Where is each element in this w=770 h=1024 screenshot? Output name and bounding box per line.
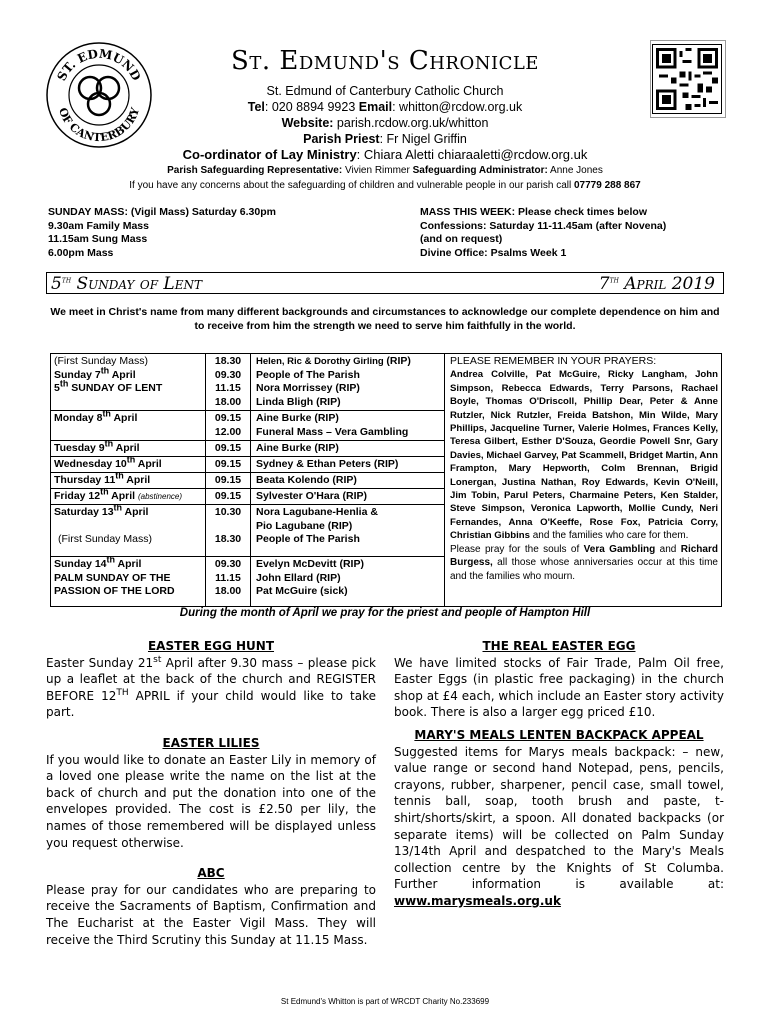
liturgical-date-bar bbox=[46, 272, 724, 294]
concerns-line bbox=[0, 179, 770, 192]
day-label: Sunday 7th April bbox=[54, 365, 136, 381]
mass-week-line: MASS THIS WEEK: Please check times below bbox=[420, 206, 647, 218]
website-label: Website: bbox=[281, 116, 334, 130]
email-label: Email bbox=[358, 100, 393, 114]
deceased-name: Richard Burgess, bbox=[450, 543, 718, 569]
intro-statement: We meet in Christ's name from many different backgrounds and circumstances to acknowledge our complete dependence on him and to receive from him the strength we need to serve him faithfully in the world. bbox=[50, 306, 720, 332]
prayer-names-paragraph bbox=[450, 368, 718, 542]
mass-intention: Helen, Ric & Dorothy Girling (RIP) bbox=[256, 355, 411, 367]
mass-time: 09.30 bbox=[214, 368, 242, 381]
lilies-text: If you would like to donate an Easter Lily in memory of a loved one please write the name on the list at the back of church and put the donation into one of the envelopes provided. The cost is £2.50 per lily, the names of those remembered will be displayed unless you request otherwise. bbox=[46, 752, 376, 850]
safeguard-rep-label: Parish Safeguarding Representative: bbox=[167, 165, 343, 176]
safeguard-admin-label: Safeguarding Administrator: bbox=[412, 165, 548, 176]
prayer-names-tail: and the families who care for them. bbox=[529, 530, 689, 542]
mass-intention: People of The Parish bbox=[256, 368, 360, 381]
website-link[interactable]: parish.rcdow.org.uk/whitton bbox=[333, 116, 489, 130]
tel-value: : 020 8894 9923 bbox=[264, 100, 359, 114]
mass-time: 09.15 bbox=[205, 457, 251, 472]
mass-intention: Nora Morrissey (RIP) bbox=[256, 382, 360, 394]
footer-charity: St Edmund's Whitton is part of WRCDT Charity No.233699 bbox=[280, 997, 490, 1006]
mass-time: 09.15 bbox=[205, 441, 251, 456]
mass-schedule bbox=[51, 354, 445, 606]
day-label: Friday 12th April (abstinence) bbox=[54, 486, 183, 502]
email-value[interactable]: : whitton@rcdow.org.uk bbox=[392, 100, 523, 114]
real-egg-text: We have limited stocks of Fair Trade, Palm Oil free, Easter Eggs (in plastic free packaging) in the church shop at £4 each, which include an Easter story activity book. There is also a larger egg priced £10. bbox=[394, 655, 724, 720]
sunday-mass-line: SUNDAY MASS: (Vigil Mass) Saturday 6.30pm bbox=[48, 206, 276, 218]
mass-intention: Sylvester O'Hara (RIP) bbox=[256, 490, 368, 502]
mass-intention: Nora Lagubane-Henlia & bbox=[256, 506, 378, 518]
left-column bbox=[46, 638, 376, 948]
mass-time: 09.15 bbox=[205, 489, 251, 504]
newsletter-title: St. Edmund's Chronicle bbox=[231, 46, 539, 76]
mass-time: 11.15 bbox=[215, 571, 241, 584]
day-label: Wednesday 10th April bbox=[54, 454, 162, 470]
coordinator-label: Co-ordinator of Lay Ministry bbox=[182, 147, 357, 162]
mass-intention: John Ellard (RIP) bbox=[256, 571, 341, 584]
day-note: (First Sunday Mass) bbox=[58, 533, 152, 545]
abstinence-note: (abstinence) bbox=[137, 492, 183, 501]
sunday-mass-line: 6.00pm Mass bbox=[48, 246, 114, 259]
contact-line bbox=[0, 99, 770, 115]
tel-label: Tel bbox=[247, 100, 265, 114]
coordinator-value: : Chiara Aletti chiaraaletti@rcdow.org.uk bbox=[356, 147, 588, 162]
lilies-heading: EASTER LILIES bbox=[162, 735, 260, 750]
mass-intention: Aine Burke (RIP) bbox=[256, 442, 339, 454]
table-row bbox=[51, 502, 445, 557]
mass-intention: Pat McGuire (sick) bbox=[256, 585, 348, 597]
table-row bbox=[51, 354, 445, 411]
table-row bbox=[51, 454, 445, 473]
mass-week-line: Confessions: Saturday 11-11.45am (after Novena) bbox=[420, 219, 667, 232]
mass-week-line: (and on request) bbox=[420, 233, 503, 245]
souls-paragraph: Please pray for the souls of Vera Gambling and Richard Burgess, all those whose anniversaries occur at this time and the families who mourn. bbox=[450, 543, 718, 582]
day-label: Thursday 11th April bbox=[54, 470, 151, 486]
table-row bbox=[51, 554, 445, 606]
coordinator-line bbox=[0, 147, 770, 163]
website-line bbox=[0, 115, 770, 131]
mass-week-line: Divine Office: Psalms Week 1 bbox=[420, 246, 567, 259]
mass-time: 09.15 bbox=[205, 473, 251, 488]
mass-time: 18.30 bbox=[214, 355, 242, 367]
prayer-names: Andrea Colville, Pat McGuire, Ricky Langham, John Simpson, Rebecca Edwards, Terry Parsons, Rachael Boyle, Thomas O'Driscoll, Phillip Dear, Peter & Anne Rutzler, Nick Rutzler, Freida Batshon, Min Wilde, Mary Phillips, Jacqueline Turner, Valerie Holmes, Frances Kelly, Teresa Gilbert, Esther D'Souza, Geordie Powell Snr, Gary Davies, Michael Garvey, Pat Scammell, Bridget Martin, Ann Frampton, Mary Hepworth, Colm Brennan, Brigid Lonergan, Justina Nathan, Roy Edwards, Kevin O'Neill, Jim Tobin, Parul Peters, Charmaine Peters, Ken Stalder, Steve Simpson, Veronica Lapworth, Mollie Cundy, Neri Fernandes, Anna O'Keeffe, Rose Fox, Patricia Corry, Christian Gibbins bbox=[450, 369, 718, 542]
prayer-heading: PLEASE REMEMBER IN YOUR PRAYERS: bbox=[450, 355, 657, 367]
marys-meals-heading: MARY'S MEALS LENTEN BACKPACK APPEAL bbox=[414, 727, 704, 742]
priest-line bbox=[0, 131, 770, 147]
concerns-phone: 07779 288 867 bbox=[574, 180, 641, 191]
marys-meals-text: Suggested items for Marys meals backpack: – new, value range or second hand Notepad, pens, pencils, crayons, rubber, sharpener, pencil case, small towel, tennis ball, soap, tooth brush and paste, t-shirt/shorts/skirt, a spoon. All donated backpacks (or separate items) will be collected on Palm Sunday 13/14th April and despatched to the Mary's Meals collection centre by the Knights of St Columba. Further information is available at: www.marysmeals.org.uk bbox=[394, 744, 724, 908]
day-label: PASSION OF THE LORD bbox=[54, 585, 175, 597]
mass-intention: Funeral Mass – Vera Gambling bbox=[256, 425, 409, 438]
table-row bbox=[51, 486, 445, 505]
mass-time: 10.30 bbox=[214, 506, 242, 518]
mass-time: 18.00 bbox=[214, 395, 242, 408]
mass-intention: Aine Burke (RIP) bbox=[256, 412, 339, 424]
mass-intention: Sydney & Ethan Peters (RIP) bbox=[256, 458, 399, 470]
mass-intention: Evelyn McDevitt (RIP) bbox=[256, 558, 364, 570]
table-row bbox=[51, 408, 445, 441]
mass-intention: Linda Bligh (RIP) bbox=[256, 395, 341, 408]
church-name: St. Edmund of Canterbury Catholic Church bbox=[266, 84, 504, 98]
day-label: Saturday 13th April bbox=[54, 502, 149, 518]
mass-intention: Pio Lagubane (RIP) bbox=[256, 519, 353, 532]
mass-intention: People of The Parish bbox=[256, 533, 360, 545]
mass-intention: Beata Kolendo (RIP) bbox=[256, 474, 357, 486]
marys-meals-link[interactable]: www.marysmeals.org.uk bbox=[394, 893, 561, 908]
mass-time: 12.00 bbox=[214, 425, 242, 438]
day-label: 5th SUNDAY OF LENT bbox=[54, 378, 163, 394]
day-label: Sunday 14th April bbox=[54, 554, 142, 570]
real-egg-heading: THE REAL EASTER EGG bbox=[482, 639, 636, 653]
day-note: (First Sunday Mass) bbox=[54, 355, 148, 367]
mass-time: 18.30 bbox=[214, 533, 242, 545]
safeguard-admin-name: Anne Jones bbox=[547, 165, 603, 176]
safeguarding-line bbox=[0, 164, 770, 177]
mass-intentions-table bbox=[50, 353, 722, 607]
deceased-name: Vera Gambling bbox=[583, 543, 656, 555]
liturgical-sunday: 5th Sunday of Lent bbox=[51, 274, 202, 294]
issue-date: 7th April 2019 bbox=[598, 274, 715, 294]
mass-time: 09.15 bbox=[214, 412, 242, 424]
concerns-text: If you have any concerns about the safeguarding of children and vulnerable people in our parish call bbox=[129, 180, 574, 191]
egg-hunt-heading: EASTER EGG HUNT bbox=[147, 639, 275, 653]
right-column bbox=[394, 638, 724, 910]
logo-text-top: ST. EDMUND bbox=[54, 46, 144, 84]
mass-this-week bbox=[420, 206, 666, 260]
safeguard-rep-name: Vivien Rimmer bbox=[342, 165, 413, 176]
day-label: PALM SUNDAY OF THE bbox=[54, 571, 171, 584]
mass-time: 09.30 bbox=[214, 558, 242, 570]
abc-heading: ABC bbox=[197, 866, 225, 881]
mass-time: 11.15 bbox=[215, 382, 241, 394]
day-label: Monday 8th April bbox=[54, 408, 138, 424]
monthly-prayer-note: During the month of April we pray for the priest and people of Hampton Hill bbox=[179, 607, 591, 619]
logo-text-bottom: OF CANTERBURY bbox=[55, 105, 142, 145]
mass-time: 18.00 bbox=[214, 585, 242, 597]
priest-name: : Fr Nigel Griffin bbox=[379, 132, 467, 146]
egg-hunt-text: Easter Sunday 21st April after 9.30 mass – please pick up a leaflet at the back of the church and REGISTER BEFORE 12TH APRIL if your child would like to take part. bbox=[46, 654, 376, 720]
day-label: Tuesday 9th April bbox=[54, 438, 140, 454]
abc-text: Please pray for our candidates who are preparing to receive the Sacraments of Baptism, Confirmation and The Eucharist at the Easter Vigil Mass. They will receive the Third Scrutiny this Sunday at 11.15 Mass. bbox=[46, 882, 376, 947]
priest-label: Parish Priest bbox=[303, 132, 380, 146]
sunday-mass-times bbox=[48, 206, 276, 260]
sunday-mass-line: 11.15am Sung Mass bbox=[48, 233, 148, 245]
prayer-list bbox=[447, 355, 721, 583]
table-row bbox=[51, 470, 445, 489]
table-row bbox=[51, 438, 445, 457]
sunday-mass-line: 9.30am Family Mass bbox=[48, 219, 149, 232]
